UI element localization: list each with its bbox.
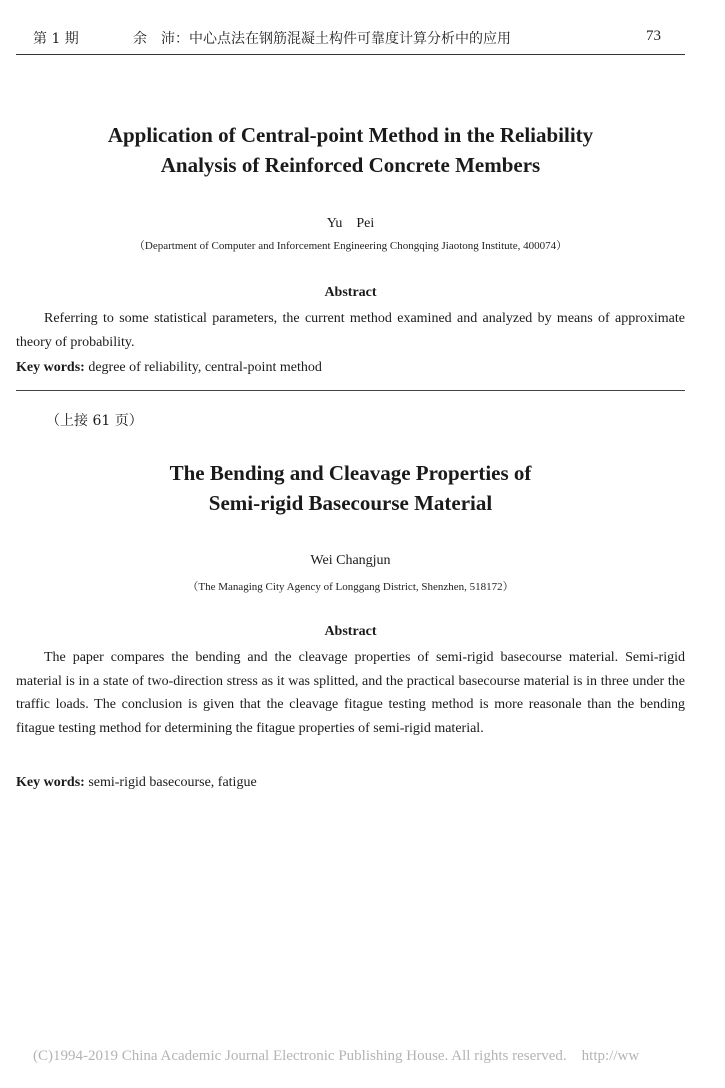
article1-title-line2: Analysis of Reinforced Concrete Members [160, 153, 541, 177]
article1-abstract-text: Referring to some statistical parameters, the current method examined and analyzed by means of approximate theory of probability. [16, 311, 685, 350]
article1-keywords-text: degree of reliability, central-point method [88, 360, 322, 375]
article2-keywords-text: semi-rigid basecourse, fatigue [88, 775, 257, 790]
article1-author: Yu Pei [326, 216, 375, 231]
article2-title-line2: Semi-rigid Basecourse Material [208, 491, 493, 515]
article2-keywords [16, 775, 685, 791]
article1-keywords [16, 360, 685, 376]
running-header-title: 余 沛：中心点法在钢筋混凝土构件可靠度计算分析中的应用 [133, 31, 511, 47]
section-separator [16, 390, 685, 391]
article2-title-line1: The Bending and Cleavage Properties of [169, 461, 532, 485]
continued-note: （上接 61 页） [46, 413, 143, 429]
copyright-footer: (C)1994-2019 China Academic Journal Electronic Publishing House. All rights reserved. http://ww [33, 1048, 640, 1064]
article1-abstract-heading: Abstract [324, 285, 377, 300]
article1-affiliation: （Department of Computer and Inforcement Engineering Chongqing Jiaotong Institute, 400074） [133, 240, 568, 252]
article1-title-line1: Application of Central-point Method in the Reliability [107, 123, 594, 147]
article2-affiliation: （The Managing City Agency of Longgang District, Shenzhen, 518172） [187, 581, 514, 593]
article2-abstract-text: The paper compares the bending and the cleavage properties of semi-rigid basecourse material. Semi-rigid material is in a state of two-direction stress as it was splitted, and the practical basecourse material is in three under the traffic loads. The conclusion is given that the cleavage fitague testing method is more reasonale than the bending fitague testing method for determining the fitague properties of semi-rigid material. [16, 650, 685, 736]
article2-author: Wei Changjun [310, 553, 391, 568]
article2-abstract-heading: Abstract [324, 624, 377, 639]
article1-keywords-label: Key words: [16, 360, 85, 375]
page-number: 73 [646, 28, 661, 44]
article2-keywords-label: Key words: [16, 775, 85, 790]
header-rule [16, 54, 685, 55]
running-header-issue: 第 1 期 [33, 31, 79, 47]
